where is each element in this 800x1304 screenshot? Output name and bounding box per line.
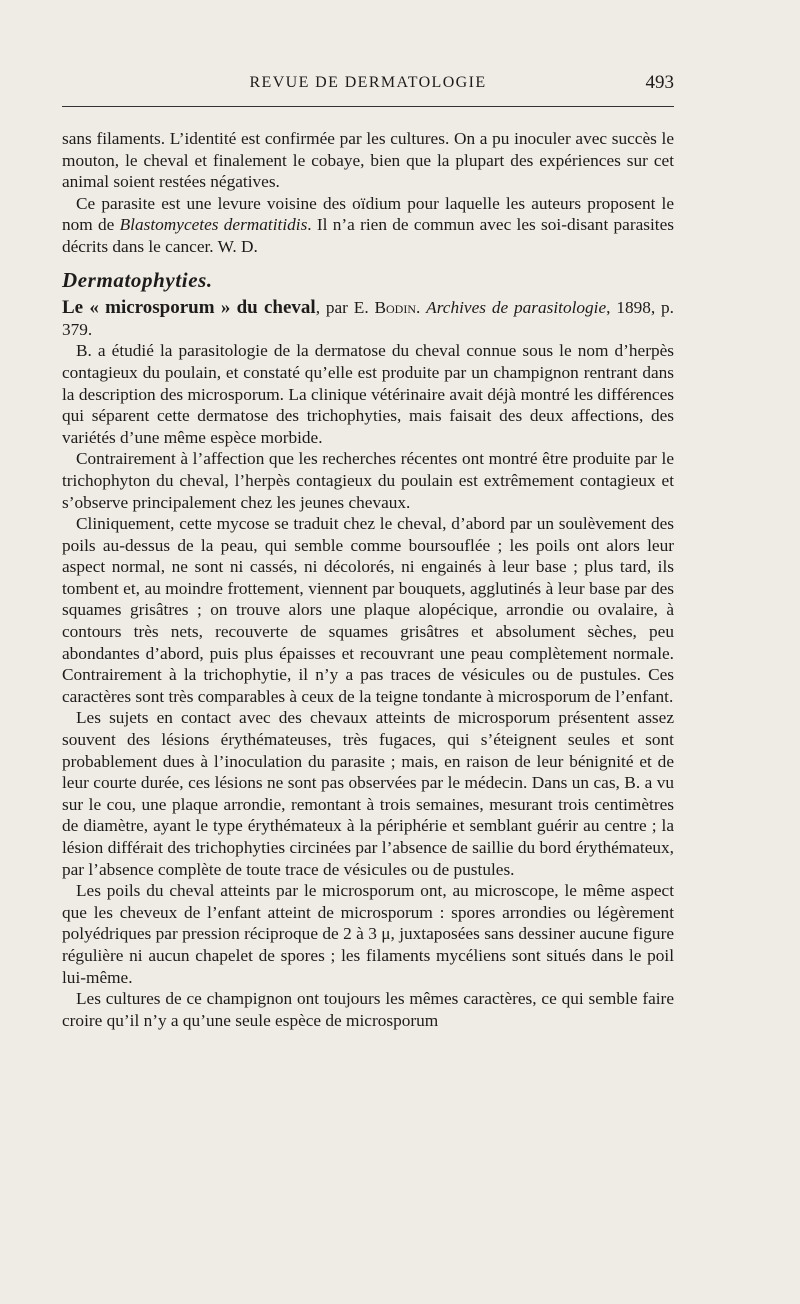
article-paragraph-3: Cliniquement, cette mycose se traduit chez le cheval, d’abord par un soulèvement des poils au-dessus de la peau, qui semble comme boursouflée ; les poils ont alors leur aspect normal, ne sont ni cassés, ni décolorés, ni engainés à leur base ; plus tard, ils tombent et, au moindre frottement, viennent par bouquets, agglutinés à leur base par des squames grisâtres ; on trouve alors une plaque alopécique, arrondie ou ovalaire, à contours très nets, recouverte de squames grisâtres et absolument sèches, peu abondantes d’abord, puis plus épaisses et recouvrant une peau complètement normale. Contrairement à la trichophytie, il n’y a pas traces de vésicules ou de pustules. Ces caractères sont très comparables à ceux de la teigne tondante à microsporum de l’enfant. [62,514,674,706]
species-name: Blastomycetes dermatitidis [119,215,308,235]
article-paragraph-4: Les sujets en contact avec des chevaux atteints de microsporum présentent assez souvent des lésions érythémateuses, très fugaces, qui s’éteignent seules et sont probablement dues à l’inoculation du parasite ; mais, en raison de leur bénignité et de leur courte durée, ces lésions ne sont pas observées par le médecin. Dans un cas, B. a vu sur le cou, une plaque arrondie, remontant à trois semaines, mesurant trois centimètres de diamètre, ayant le type érythémateux à la périphérie et semblant guérir au centre ; la lésion différait des trichophyties circinées par l’absence de saillie du bord érythémateux, par l’absence complète de toute trace de vésicules ou de pustules. [62,708,674,879]
page-header [62,74,674,98]
article-author: Bodin [374,298,417,318]
article-by: , par E. [315,298,375,318]
article-paragraph-1: B. a étudié la parasitologie de la dermatose du cheval connue sous le nom d’herpès contagieux du poulain, et constaté qu’elle est produite par un champignon rentrant dans la description des microsporum. La clinique vétérinaire avait déjà montré les différences qui séparent cette dermatose des trichophyties, mais faisait des deux affections, des variétés d’une même espèce morbide. [62,341,674,447]
intro-text-start: Ce parasite est une levure voisine des oïdium pour laquelle les auteurs proposent le nom de [62,193,674,235]
page-number: 493 [645,72,674,93]
article-paragraph-6: Les cultures de ce champignon ont toujours les mêmes caractères, ce qui semble faire croire qu’il n’y a qu’une seule espèce de microsporum [62,989,674,1030]
citation: , 1898, p. 379. [62,298,674,339]
intro-text-end: . Il n’a rien de commun avec les soi-disant parasites décrits dans le cancer. [62,215,674,256]
article-after-author: . [416,298,427,318]
intro-paragraph-2 [62,193,674,258]
running-head: REVUE DE DERMATOLOGIE [249,74,487,91]
section-heading: Dermatophyties. [62,267,213,292]
body-text [62,128,674,1031]
intro-paragraph-1: sans filaments. L’identité est confirmée par les cultures. On a pu inoculer avec succès le mouton, le cheval et finalement le cobaye, bien que la plupart des expériences sur cet animal soient restées négatives. [62,129,674,192]
article-paragraph-5: Les poils du cheval atteints par le microsporum ont, au microscope, le même aspect que les cheveux de l’enfant atteint de microsporum : spores arrondies ou légèrement polyédriques par pression réciproque de 2 à 3 μ, juxtaposées sans dessiner aucune figure régulière ni aucun chapelet de spores ; les filaments mycéliens sont situés dans le poil lui-même. [62,881,674,987]
article-paragraph-2: Contrairement à l’affection que les recherches récentes ont montré être produite par le trichophyton du cheval, l’herpès contagieux du poulain est extrêmement contagieux et s’observe principalement chez les jeunes chevaux. [62,449,674,512]
header-rule [62,106,674,107]
journal-name: Archives de parasitologie [426,298,607,318]
article-title: Le « microsporum » du cheval [62,297,316,319]
article-header [62,297,674,340]
signature: W. D. [217,236,258,256]
